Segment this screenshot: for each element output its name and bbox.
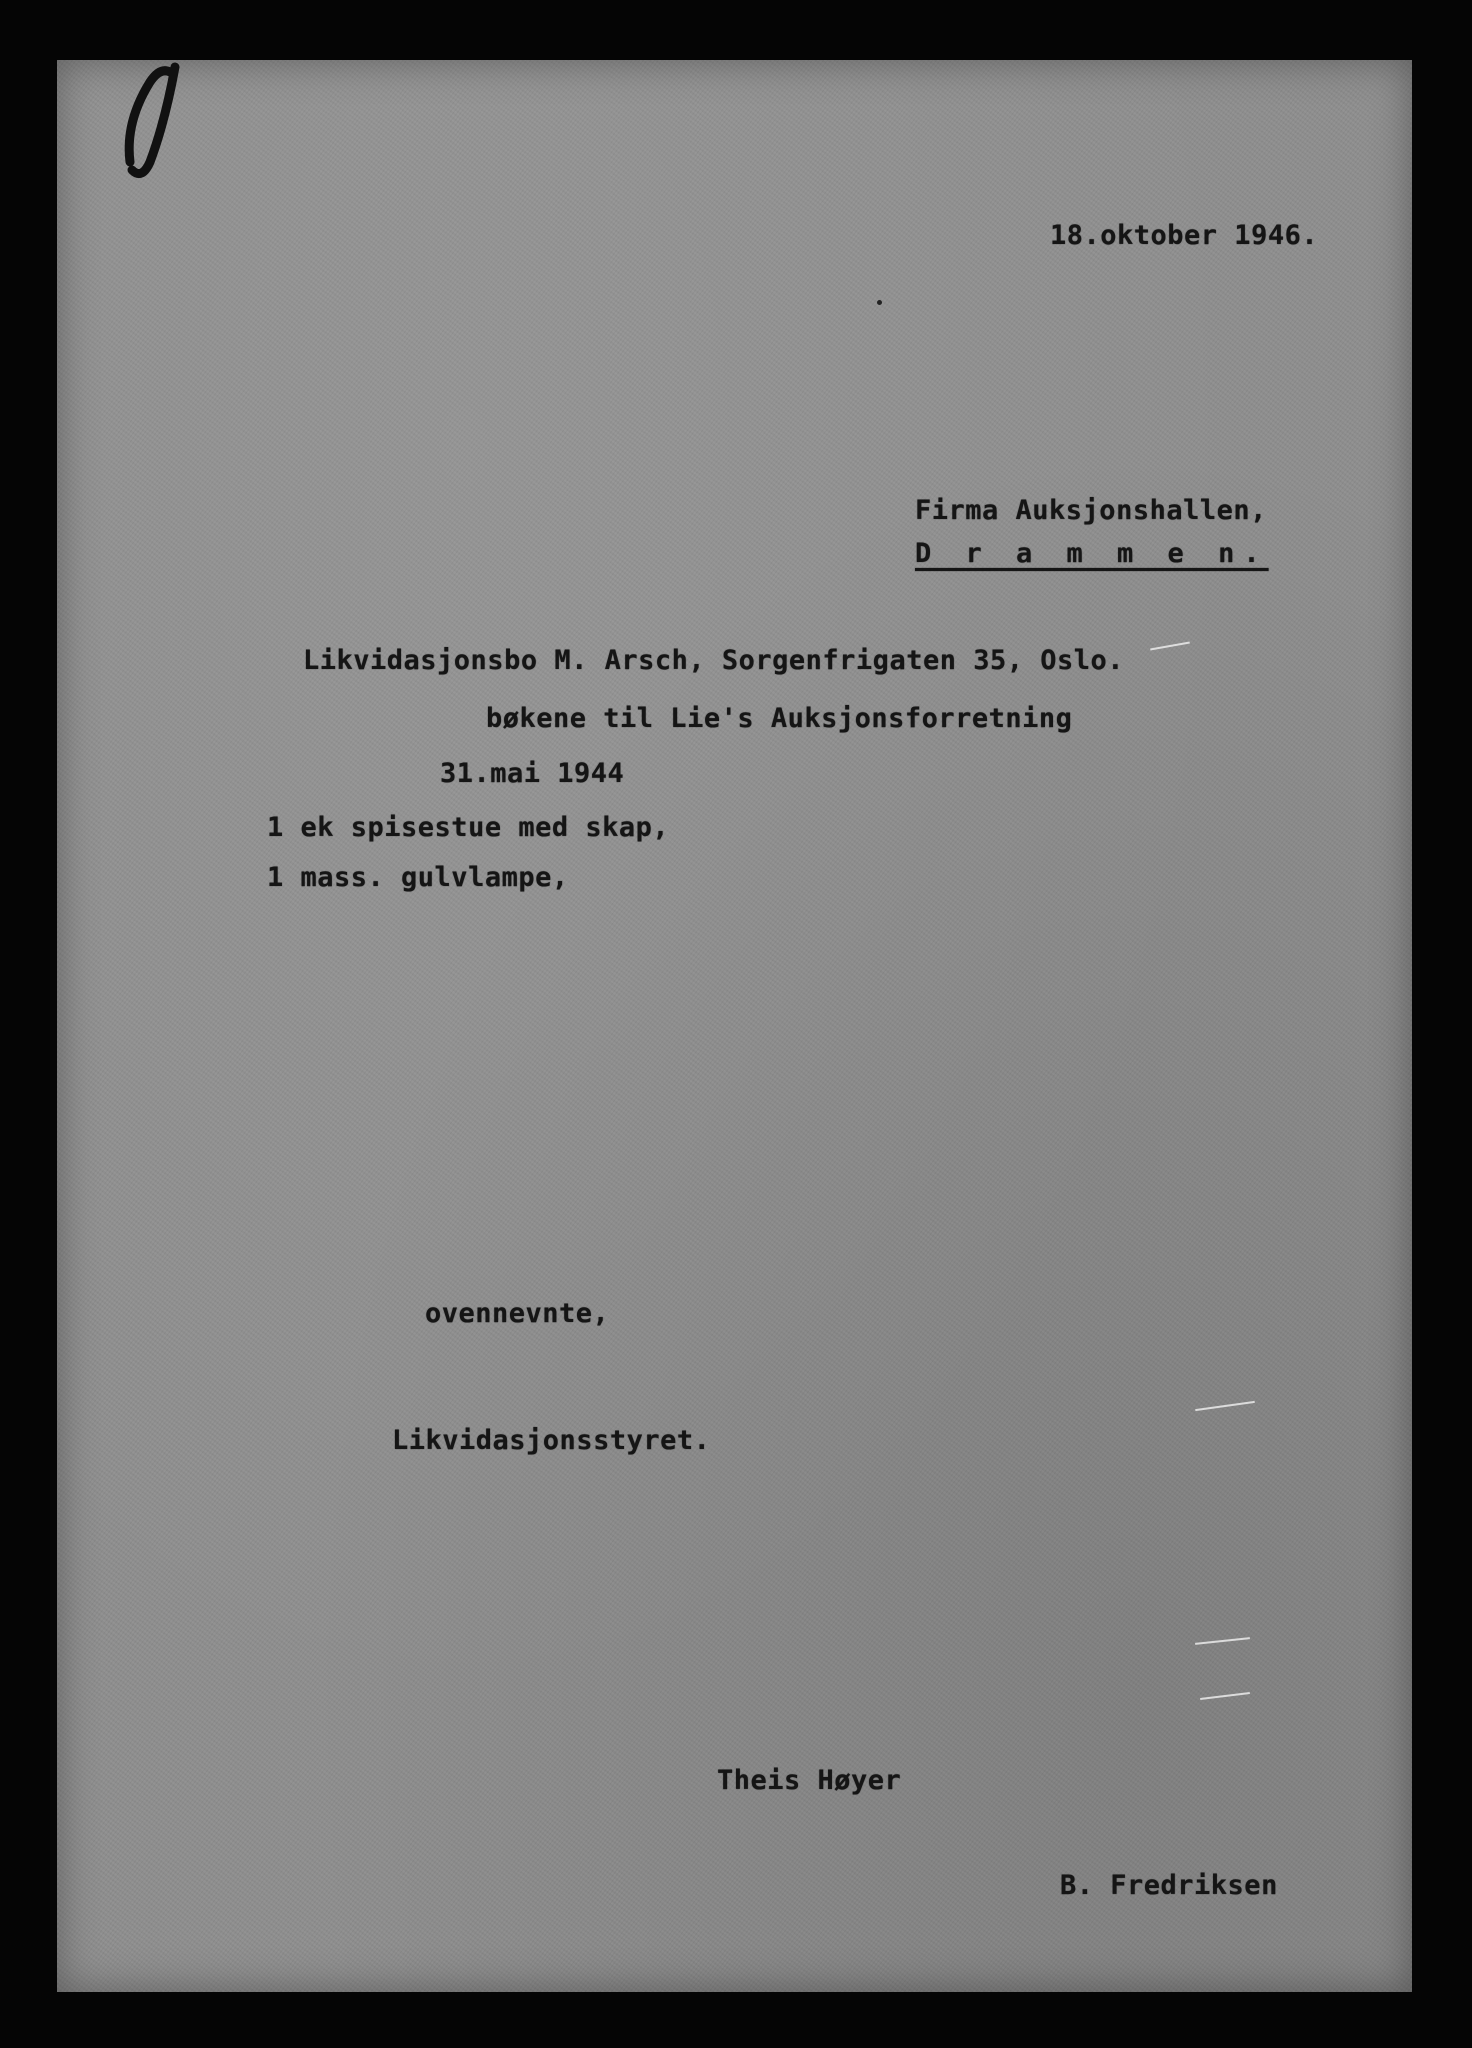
body-line-1: bøkene til Lie's Auksjonsforretning [486,703,1073,734]
recipient-city: D r a m m e n. [915,538,1269,569]
letter-subject: Likvidasjonsbo M. Arsch, Sorgenfrigaten 35, Oslo. [303,645,1125,676]
item-line: 1 mass. gulvlampe, [267,862,569,893]
recipient-name: Firma Auksjonshallen, [915,495,1267,526]
signature-first: Theis Høyer [717,1765,902,1796]
body-line-2: 31.mai 1944 [440,758,625,789]
paper-clip-mark-icon [120,62,200,182]
sender-name: Likvidasjonsstyret. [392,1425,711,1456]
item-line: 1 ek spisestue med skap, [267,812,670,843]
letter-date: 18.oktober 1946. [1050,220,1319,251]
signature-second: B. Fredriksen [1060,1870,1278,1901]
body-reference: ovennevnte, [425,1298,610,1329]
letter-page [57,60,1412,1992]
ink-speck [877,300,882,305]
